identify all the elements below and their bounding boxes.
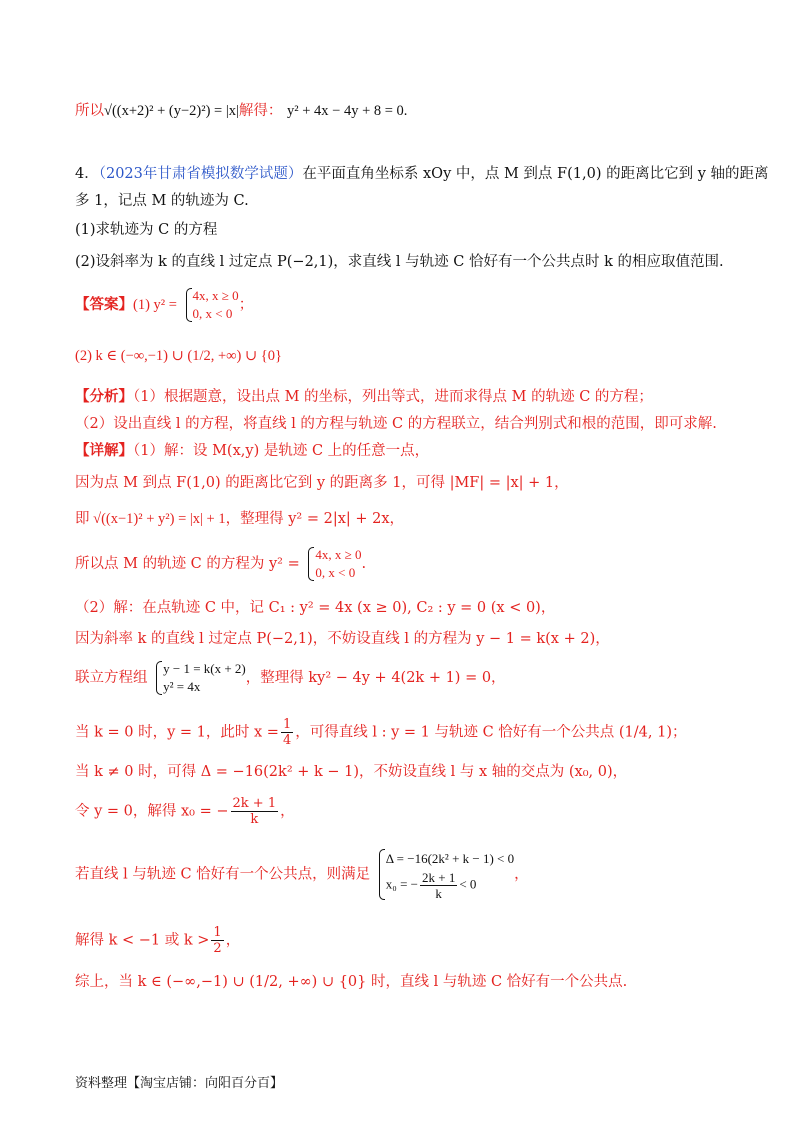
- condition-eq-2: [386, 870, 514, 901]
- frac-den: 2: [213, 941, 222, 956]
- detail-line-13: [75, 971, 740, 993]
- detail-line-8: [75, 717, 740, 748]
- analysis-line-2: [75, 413, 740, 435]
- detail-text-2: 因为点 M 到点 F(1,0) 的距离比它到 y 的距离多 1，可得 |MF| = |x| + 1，: [75, 475, 569, 491]
- detail-text-3a: 即 √((x−1)² + y²) = |x| + 1，: [75, 511, 241, 527]
- detail-text-4a: 所以点 M 的轨迹 C 的方程为 y² =: [75, 556, 300, 572]
- detail-condition-system: [377, 848, 514, 901]
- detail-tag: 【详解】: [75, 442, 133, 459]
- detail-text-11a: 若直线 l 与轨迹 C 恰好有一个公共点，则满足: [75, 866, 371, 883]
- detail-line-9: [75, 761, 740, 783]
- top-mid: 解得：: [238, 103, 283, 119]
- analysis-line-1: [75, 386, 740, 408]
- detail-piecewise: [306, 546, 361, 582]
- detail-text-9: 当 k ≠ 0 时，可得 Δ = −16(2k² + k − 1)，不妨设直线 l 与 x 轴的交点为 (x₀, 0)，: [75, 764, 628, 780]
- analysis-text-2: （2）设出直线 l 的方程，将直线 l 的方程与轨迹 C 的方程联立，结合判别式和根的范围，即可求解.: [75, 416, 717, 432]
- detail-line-4: [75, 546, 740, 582]
- problem-stem-line-1: [75, 163, 769, 185]
- analysis-text-1: （1）根据题意，设出点 M 的坐标，列出等式，进而求得点 M 的轨迹 C 的方程；: [133, 389, 653, 405]
- top-result: y² + 4x − 4y + 8 = 0.: [287, 103, 408, 119]
- question-2-text: (2)设斜率为 k 的直线 l 过定点 P(−2,1)，求直线 l 与轨迹 C 恰好有一个公共点时 k 的相应取值范围.: [75, 254, 724, 270]
- detail-line-2: [75, 472, 740, 494]
- top-equation: √((x+2)² + (y−2)²) = |x|: [104, 103, 239, 119]
- frac-den: k: [435, 886, 442, 901]
- detail-case-a: 4x, x ≥ 0: [315, 547, 362, 562]
- top-prefix: 所以: [75, 103, 104, 119]
- detail-text-13: 综上，当 k ∈ (−∞,−1) ∪ (1/2, +∞) ∪ {0} 时，直线 l 与轨迹 C 恰好有一个公共点.: [75, 974, 628, 990]
- detail-system-eq-1: y − 1 = k(x + 2): [163, 661, 246, 676]
- top-line: [75, 100, 740, 122]
- detail-text-12-end: ，: [225, 932, 241, 949]
- answer-case-a: 4x, x ≥ 0: [192, 288, 239, 303]
- detail-system-eq-2: y² = 4x: [163, 679, 201, 694]
- detail-line-1: [75, 440, 740, 462]
- frac-num: 1: [282, 717, 292, 732]
- detail-line-6: [75, 628, 740, 650]
- frac-den: k: [250, 812, 259, 827]
- condition-eq-2-pre: x₀ = −: [385, 876, 418, 892]
- detail-fraction-half: [211, 925, 223, 956]
- question-1: [75, 219, 740, 241]
- answer-case-b: 0, x < 0: [192, 306, 233, 321]
- detail-system: [154, 660, 246, 696]
- detail-line-7: [75, 660, 740, 696]
- frac-num: 2k + 1: [232, 796, 277, 811]
- answer-tag: 【答案】: [75, 296, 133, 313]
- analysis-tag: 【分析】: [75, 388, 133, 405]
- problem-stem-line-2: [75, 190, 740, 212]
- detail-text-7a: 联立方程组: [75, 670, 148, 686]
- detail-text-3b: 整理得 y² = 2|x| + 2x，: [240, 511, 405, 527]
- detail-line-12: [75, 925, 740, 956]
- frac-den: 4: [282, 733, 292, 748]
- footer-note: 资料整理【淘宝店铺：向阳百分百】: [75, 1076, 284, 1091]
- answer-line-1: [75, 287, 740, 323]
- answer-line-2: [75, 345, 740, 367]
- detail-text-1: （1）解：设 M(x,y) 是轨迹 C 上的任意一点，: [133, 443, 430, 459]
- frac-num: 1: [213, 925, 222, 940]
- condition-fraction: [420, 870, 457, 901]
- detail-text-12a: 解得 k < −1 或 k >: [75, 932, 210, 949]
- answer-part1-end: ；: [238, 297, 254, 313]
- detail-text-4-end: .: [361, 556, 367, 572]
- detail-line-5: [75, 597, 740, 619]
- detail-text-10a: 令 y = 0，解得 x₀ = −: [75, 803, 229, 820]
- detail-line-10: [75, 796, 740, 827]
- detail-line-11: [75, 848, 740, 901]
- detail-text-5: （2）解：在点轨迹 C 中，记 C₁ : y² = 4x (x ≥ 0), C₂ : y = 0 (x < 0)，: [75, 600, 556, 616]
- problem-source: （2023年甘肃省模拟数学试题）: [98, 166, 303, 182]
- frac-num: 2k + 1: [421, 870, 456, 885]
- detail-case-b: 0, x < 0: [315, 565, 356, 580]
- condition-eq-1: Δ = −16(2k² + k − 1) < 0: [385, 851, 515, 866]
- problem-stem-2: 多 1，记点 M 的轨迹为 C.: [75, 193, 249, 209]
- detail-text-11-end: ，: [514, 866, 529, 883]
- answer-part1-prefix: (1) y² =: [133, 297, 177, 313]
- detail-text-8b: ，可得直线 l : y = 1 与轨迹 C 恰好有一个公共点 (1/4, 1)；: [295, 724, 687, 741]
- question-2: [75, 251, 740, 273]
- detail-text-6: 因为斜率 k 的直线 l 过定点 P(−2,1)，不妨设直线 l 的方程为 y − 1 = k(x + 2)，: [75, 631, 610, 647]
- problem-number: 4．: [75, 166, 99, 182]
- detail-text-7b: ，整理得 ky² − 4y + 4(2k + 1) = 0，: [245, 670, 506, 686]
- condition-eq-2-post: < 0: [459, 876, 477, 892]
- detail-text-10-end: ，: [280, 803, 295, 820]
- problem-stem-1: 在平面直角坐标系 xOy 中，点 M 到点 F(1,0) 的距离比它到 y 轴的距离: [302, 166, 769, 182]
- question-1-text: (1)求轨迹为 C 的方程: [75, 222, 218, 238]
- detail-fraction-x0: [231, 796, 279, 827]
- answer-part2: (2) k ∈ (−∞,−1) ∪ (1/2, +∞) ∪ {0}: [75, 348, 282, 364]
- answer-piecewise: [184, 287, 239, 323]
- detail-line-3: [75, 508, 740, 530]
- detail-text-8a: 当 k = 0 时，y = 1，此时 x =: [75, 724, 279, 741]
- detail-fraction-quarter: [281, 717, 293, 748]
